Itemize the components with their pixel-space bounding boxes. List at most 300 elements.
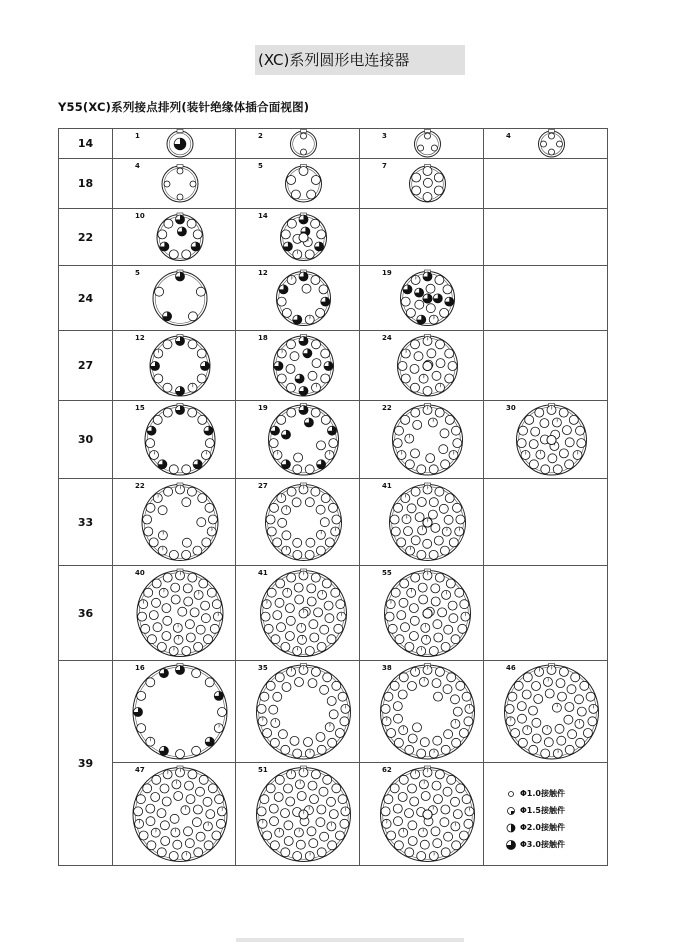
contact-pin <box>301 149 307 155</box>
contact-pin <box>277 349 286 358</box>
contact-count: 4 <box>135 162 140 170</box>
contact-pin <box>329 810 338 819</box>
contact-pin <box>282 546 291 555</box>
contact-pin <box>287 176 296 185</box>
legend-label: Φ1.0接触件 <box>520 789 565 798</box>
contact-pin <box>154 349 163 358</box>
contact-pin <box>269 705 278 714</box>
contact-count: 55 <box>382 569 392 577</box>
contact-pin <box>588 717 597 726</box>
contact-pin <box>295 780 304 789</box>
contact-pin <box>508 692 517 701</box>
contact-pin <box>423 193 432 202</box>
contact-pin <box>553 749 562 758</box>
contact-pin <box>299 337 308 346</box>
contact-pin <box>332 515 341 524</box>
contact-pin <box>287 487 296 496</box>
connector-cell <box>484 129 608 159</box>
contact-pin <box>315 242 324 251</box>
contact-pin <box>444 730 453 739</box>
empty-cell <box>484 566 608 661</box>
contact-pin <box>163 616 172 625</box>
contact-pin <box>162 797 171 806</box>
contact-pin <box>150 451 159 460</box>
connector-diagram <box>360 129 483 159</box>
contact-pin <box>423 294 432 303</box>
contact-pin <box>429 550 438 559</box>
contact-pin <box>411 573 420 582</box>
contact-pin <box>302 284 311 293</box>
contact-pin <box>316 733 325 742</box>
contact-pin <box>419 374 428 383</box>
shell-size: 24 <box>59 266 113 331</box>
contact-pin <box>316 505 325 514</box>
contact-pin <box>411 340 420 349</box>
contact-pin <box>257 704 266 713</box>
contact-pin <box>257 807 266 816</box>
contact-pin <box>282 308 291 317</box>
contact-pin <box>176 337 185 346</box>
contact-pin <box>400 579 409 588</box>
contact-pin <box>415 513 424 522</box>
contact-pin <box>417 315 426 324</box>
contact-pin <box>287 276 296 285</box>
contact-pin <box>279 285 288 294</box>
contact-pin <box>299 666 308 675</box>
contact-pin <box>411 449 420 458</box>
contact-pin <box>271 426 280 435</box>
contact-pin <box>331 527 340 536</box>
contact-pin <box>565 745 574 754</box>
contact-pin <box>411 536 420 545</box>
contact-pin <box>549 149 555 155</box>
shell-size: 18 <box>59 159 113 209</box>
contact-pin <box>310 633 319 642</box>
contact-pin <box>201 614 210 623</box>
contact-pin <box>453 707 462 716</box>
contact-pin <box>204 635 213 644</box>
contact-count: 2 <box>258 132 263 140</box>
contact-pin <box>423 571 432 580</box>
contact-pin <box>144 588 153 597</box>
contact-pin <box>536 450 545 459</box>
contact-pin <box>182 465 191 474</box>
contact-pin <box>305 647 314 656</box>
contact-pin <box>176 272 185 281</box>
connector-diagram <box>113 266 235 331</box>
contact-pin <box>287 219 296 228</box>
contact-pin <box>192 662 201 678</box>
contact-pin <box>207 527 216 536</box>
contact-pin <box>182 852 191 861</box>
contact-count: 18 <box>258 334 268 342</box>
contact-pin <box>304 418 313 427</box>
contact-count: 3 <box>382 132 387 140</box>
contact-pin <box>321 374 330 383</box>
contact-pin <box>301 133 307 139</box>
contact-pin <box>411 770 420 779</box>
contact-pin <box>552 703 561 712</box>
contact-pin <box>293 538 302 547</box>
contact-pin <box>270 738 279 747</box>
contact-pin <box>143 784 152 793</box>
contact-pin <box>419 780 428 789</box>
contact-pin <box>391 527 400 536</box>
legend-item <box>506 785 607 802</box>
contact-pin <box>183 584 192 593</box>
contact-pin <box>401 374 410 383</box>
connector-cell <box>113 763 236 866</box>
contact-pin <box>269 439 278 448</box>
contact-pin <box>417 749 426 758</box>
connector-diagram <box>236 266 359 331</box>
contact-pin <box>314 608 323 617</box>
contact-pin <box>309 839 318 848</box>
contact-pin <box>441 642 450 651</box>
contact-pin <box>178 607 187 616</box>
contact-pin <box>312 332 321 368</box>
contact-pin <box>299 272 308 281</box>
contact-pin <box>305 852 314 861</box>
contact-pin <box>327 635 336 644</box>
connector-cell <box>113 266 236 331</box>
contact-pin <box>205 439 214 448</box>
contact-pin <box>199 579 208 588</box>
contact-pin <box>411 276 420 285</box>
connector-diagram <box>113 209 235 266</box>
contact-pin <box>544 738 553 747</box>
contact-pin <box>449 538 458 547</box>
contact-pin <box>160 821 169 830</box>
contact-pin <box>188 312 197 321</box>
contact-pin <box>408 837 417 846</box>
contact-pin <box>202 538 211 547</box>
contact-pin <box>316 818 325 827</box>
connector-diagram <box>360 331 483 401</box>
contact-pin <box>565 438 574 447</box>
contact-pin <box>137 724 146 733</box>
contact-pin <box>203 822 212 831</box>
contact-pin <box>575 719 584 728</box>
contact-pin <box>540 419 549 428</box>
contact-pin <box>146 737 155 746</box>
contact-pin <box>393 702 402 711</box>
contact-pin <box>321 349 330 358</box>
connector-cell <box>236 763 360 866</box>
contact-pin <box>411 667 420 676</box>
contact-pin <box>158 460 167 469</box>
contact-pin <box>529 745 538 754</box>
contact-pin <box>197 518 206 527</box>
contact-pin <box>429 498 438 507</box>
table-row <box>59 763 608 866</box>
pin-2.0-icon <box>506 823 516 833</box>
contact-pin <box>338 692 347 701</box>
contact-pin <box>542 726 551 735</box>
contact-pin <box>176 666 185 675</box>
contact-pin <box>297 623 306 632</box>
contact-pin <box>397 538 406 547</box>
contact-pin <box>136 795 145 804</box>
contact-pin <box>408 734 417 743</box>
contact-pin <box>394 841 403 850</box>
contact-pin <box>423 337 432 346</box>
contact-pin <box>547 406 556 415</box>
contact-pin <box>317 441 326 450</box>
contact-pin <box>453 439 462 448</box>
shell-size: 33 <box>59 479 113 566</box>
contact-pin <box>212 600 221 609</box>
contact-pin <box>387 831 396 840</box>
contact-pin <box>286 364 295 373</box>
contact-pin <box>565 460 574 469</box>
contact-pin <box>413 723 422 732</box>
contact-pin <box>418 526 427 535</box>
contact-pin <box>192 746 201 755</box>
contact-pin <box>311 210 320 229</box>
contact-pin <box>433 294 442 303</box>
connector-cell <box>360 566 484 661</box>
contact-pin <box>521 451 530 460</box>
contact-pin <box>434 633 443 642</box>
contact-pin <box>149 538 158 547</box>
contact-pin <box>151 362 160 371</box>
connector-cell <box>236 401 360 479</box>
contact-pin <box>564 715 573 724</box>
contact-pin <box>553 465 562 474</box>
contact-pin <box>435 402 444 418</box>
contact-pin <box>214 691 223 700</box>
contact-pin <box>281 809 290 818</box>
contact-pin <box>575 695 584 704</box>
contact-count: 4 <box>506 132 511 140</box>
contact-pin <box>320 518 329 527</box>
contact-pin <box>452 841 461 850</box>
footer-bar <box>236 938 464 942</box>
contact-pin <box>382 819 391 828</box>
contact-pin <box>317 460 326 469</box>
contact-pin <box>548 454 557 463</box>
contact-pin <box>275 598 284 607</box>
contact-pin <box>290 736 299 745</box>
contact-pin <box>337 612 346 621</box>
contact-pin <box>541 749 550 758</box>
table-row <box>59 566 608 661</box>
contact-pin <box>276 579 285 588</box>
contact-pin <box>433 620 442 629</box>
contact-pin <box>182 550 191 559</box>
contact-pin <box>464 717 473 726</box>
contact-pin <box>465 807 474 816</box>
shell-size: 14 <box>59 129 113 159</box>
contact-pin <box>329 503 338 512</box>
contact-pin <box>309 620 318 629</box>
connector-diagram <box>360 566 483 661</box>
contact-pin <box>568 730 577 739</box>
contact-pin <box>299 609 308 618</box>
connector-cell <box>113 159 236 209</box>
contact-pin <box>273 451 282 460</box>
contact-pin <box>163 312 172 321</box>
contact-pin <box>164 181 170 187</box>
contact-pin <box>176 215 185 224</box>
contact-pin <box>420 738 429 747</box>
contact-count: 22 <box>382 404 392 412</box>
contact-pin <box>395 635 404 644</box>
contact-count: 15 <box>135 404 145 412</box>
contact-pin <box>410 364 419 373</box>
contact-pin <box>134 807 143 816</box>
contact-pin <box>293 852 302 861</box>
contact-pin <box>169 852 178 861</box>
contact-pin <box>307 827 316 836</box>
contact-pin <box>266 480 275 525</box>
contact-pin <box>407 588 416 597</box>
contact-pin <box>194 590 203 599</box>
contact-pin <box>193 805 202 814</box>
contact-pin <box>559 408 568 417</box>
legend-item <box>506 802 607 819</box>
contact-pin <box>191 242 200 251</box>
contact-pin <box>187 210 196 229</box>
contact-pin <box>401 349 410 358</box>
legend-label: Φ1.5接触件 <box>520 806 565 815</box>
contact-pin <box>270 841 279 850</box>
contact-pin <box>417 550 426 559</box>
contact-pin <box>158 531 167 540</box>
contact-pin <box>394 714 403 723</box>
contact-pin <box>164 487 173 496</box>
contact-pin <box>525 415 534 424</box>
contact-pin <box>409 632 418 641</box>
contact-pin <box>541 465 550 474</box>
contact-count: 30 <box>506 404 516 412</box>
connector-cell <box>360 129 484 159</box>
contact-count: 62 <box>382 766 392 774</box>
contact-pin <box>157 848 166 857</box>
contact-pin <box>425 133 431 139</box>
contact-pin <box>417 647 426 656</box>
contact-pin <box>169 465 178 474</box>
contact-pin <box>557 141 563 147</box>
contact-pin <box>206 810 215 819</box>
contact-pin <box>152 598 161 607</box>
connector-cell <box>113 661 236 763</box>
contact-pin <box>336 600 345 609</box>
contact-pin <box>287 770 296 779</box>
contact-pin <box>214 724 223 733</box>
contact-pin <box>332 784 341 793</box>
contact-pin <box>429 465 438 474</box>
contact-count: 5 <box>258 162 263 170</box>
contact-pin <box>531 427 540 436</box>
contact-pin <box>176 571 185 580</box>
contact-pin <box>295 374 304 383</box>
contact-pin <box>391 588 400 597</box>
contact-pin <box>435 770 444 779</box>
contact-pin <box>405 745 414 754</box>
connector-cell <box>236 129 360 159</box>
contact-pin <box>529 440 538 449</box>
contact-pin <box>325 538 334 547</box>
contact-pin <box>205 678 214 687</box>
contact-pin <box>458 624 467 633</box>
contact-pin <box>299 571 308 580</box>
contact-pin <box>210 624 219 633</box>
contact-pin <box>273 538 282 547</box>
connector-cell <box>113 479 236 566</box>
contact-pin <box>307 190 316 199</box>
section-title: Y55(XC)系列接点排列(装针绝缘体插合面视图) <box>58 100 310 114</box>
contact-pin <box>312 383 321 392</box>
contact-pin <box>287 573 296 582</box>
contact-pin <box>185 781 194 790</box>
contact-pin <box>162 604 171 613</box>
contact-pin <box>456 515 465 524</box>
connector-cell <box>236 331 360 401</box>
contact-pin <box>275 828 284 837</box>
contact-pin <box>423 518 432 527</box>
contact-pin <box>287 667 296 676</box>
contact-pin <box>293 250 302 259</box>
contact-pin <box>444 515 453 524</box>
contact-pin <box>163 408 172 417</box>
contact-pin <box>423 666 432 675</box>
contact-pin <box>281 460 290 469</box>
contact-count: 5 <box>135 269 140 277</box>
contact-pin <box>405 642 414 651</box>
contact-pin <box>451 822 460 831</box>
contact-pin <box>394 503 403 512</box>
contact-pin <box>405 848 414 857</box>
contact-pin <box>423 178 432 187</box>
contact-pin <box>158 546 167 555</box>
contact-pin <box>443 685 452 694</box>
contact-pin <box>577 707 586 716</box>
contact-pin <box>296 840 305 849</box>
contact-pin <box>146 678 155 687</box>
contact-pin <box>434 186 443 195</box>
pin-1.5-icon <box>506 806 516 816</box>
contact-pin <box>171 828 180 837</box>
contact-pin <box>431 145 437 151</box>
contact-pin <box>307 584 316 593</box>
contact-pin <box>432 371 441 380</box>
contact-count: 1 <box>135 132 140 140</box>
contact-pin <box>298 635 307 644</box>
contact-pin <box>324 601 333 610</box>
contact-pin <box>433 736 442 745</box>
contact-pin <box>399 598 408 607</box>
connector-cell <box>484 401 608 479</box>
contact-pin <box>284 821 293 830</box>
contact-pin <box>134 708 143 717</box>
contact-pin <box>429 647 438 656</box>
connector-diagram <box>113 763 235 866</box>
contact-pin <box>194 848 203 857</box>
contact-pin <box>258 819 267 828</box>
contact-count: 24 <box>382 334 392 342</box>
contact-pin <box>431 827 440 836</box>
contact-pin <box>559 449 568 458</box>
connector-diagram <box>236 331 359 401</box>
contact-pin <box>534 695 543 704</box>
contact-pin <box>177 168 183 174</box>
contact-pin <box>431 523 440 532</box>
contact-pin <box>328 426 337 435</box>
contact-pin <box>431 584 440 593</box>
contact-pin <box>291 190 300 199</box>
